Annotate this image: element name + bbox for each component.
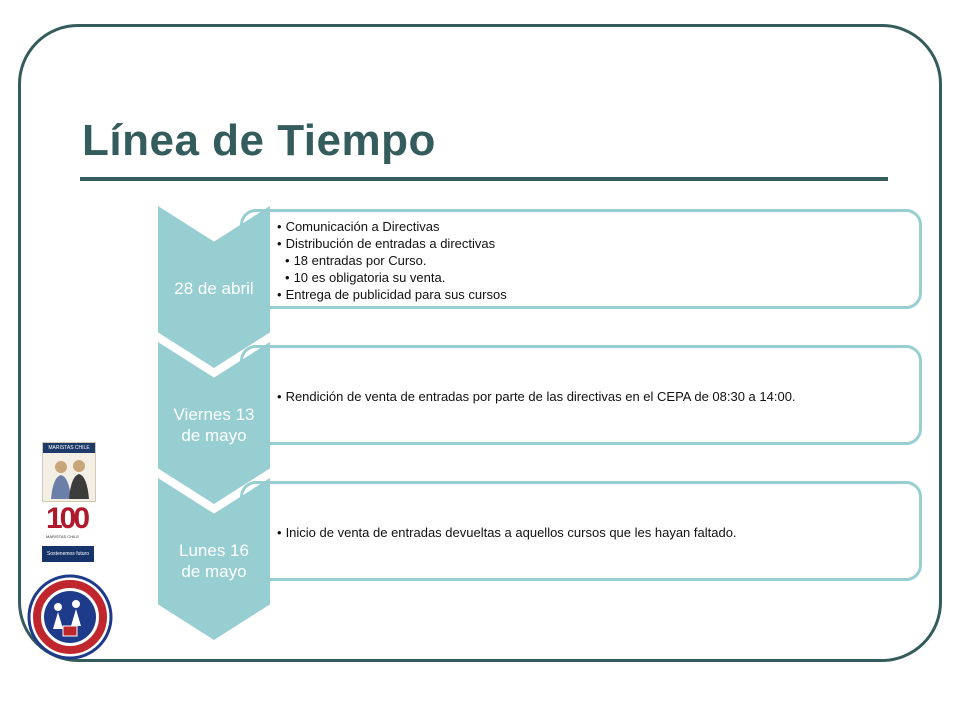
timeline-date-2 (158, 404, 270, 446)
list-item: • 10 es obligatoria su venta. (277, 269, 507, 286)
list-item: • Rendición de venta de entradas por parte de las directivas en el CEPA de 08:30 a 14:00. (277, 388, 796, 405)
timeline-box-2 (240, 345, 922, 445)
list-item: • 18 entradas por Curso. (277, 252, 507, 269)
timeline-date-3 (158, 540, 270, 582)
list-item: • Comunicación a Directivas (277, 218, 507, 235)
timeline-date-2-line1: Viernes 13 (173, 405, 255, 424)
maristas-chile-label: MARISTAS CHILE (43, 443, 95, 453)
list-item: • Inicio de venta de entradas devueltas a aquellos cursos que les hayan faltado. (277, 524, 737, 541)
timeline-date-3-line2: de mayo (181, 562, 247, 581)
list-item: • Entrega de publicidad para sus cursos (277, 286, 507, 303)
timeline-date-2-line2: de mayo (181, 426, 247, 445)
school-seal-icon (27, 574, 113, 660)
sostenemos-futuro-banner: Sostenemos futuro (42, 546, 94, 562)
timeline-box-3 (240, 481, 922, 581)
figures-icon (43, 453, 95, 501)
timeline-date-1: 28 de abril (174, 279, 254, 298)
timeline-box-1 (240, 209, 922, 309)
slide-title: Línea de Tiempo (82, 116, 436, 165)
centenary-caption: MARISTAS CHILE (46, 534, 80, 539)
timeline-list-3 (277, 524, 737, 541)
centenary-logo (46, 504, 90, 544)
timeline-list-2 (277, 388, 796, 405)
timeline-list-1 (277, 218, 507, 303)
timeline-date-3-line1: Lunes 16 (179, 541, 249, 560)
maristas-chile-logo (42, 442, 96, 502)
list-item: • Distribución de entradas a directivas (277, 235, 507, 252)
title-underline (80, 177, 888, 181)
centenary-number: 100 (46, 502, 88, 535)
